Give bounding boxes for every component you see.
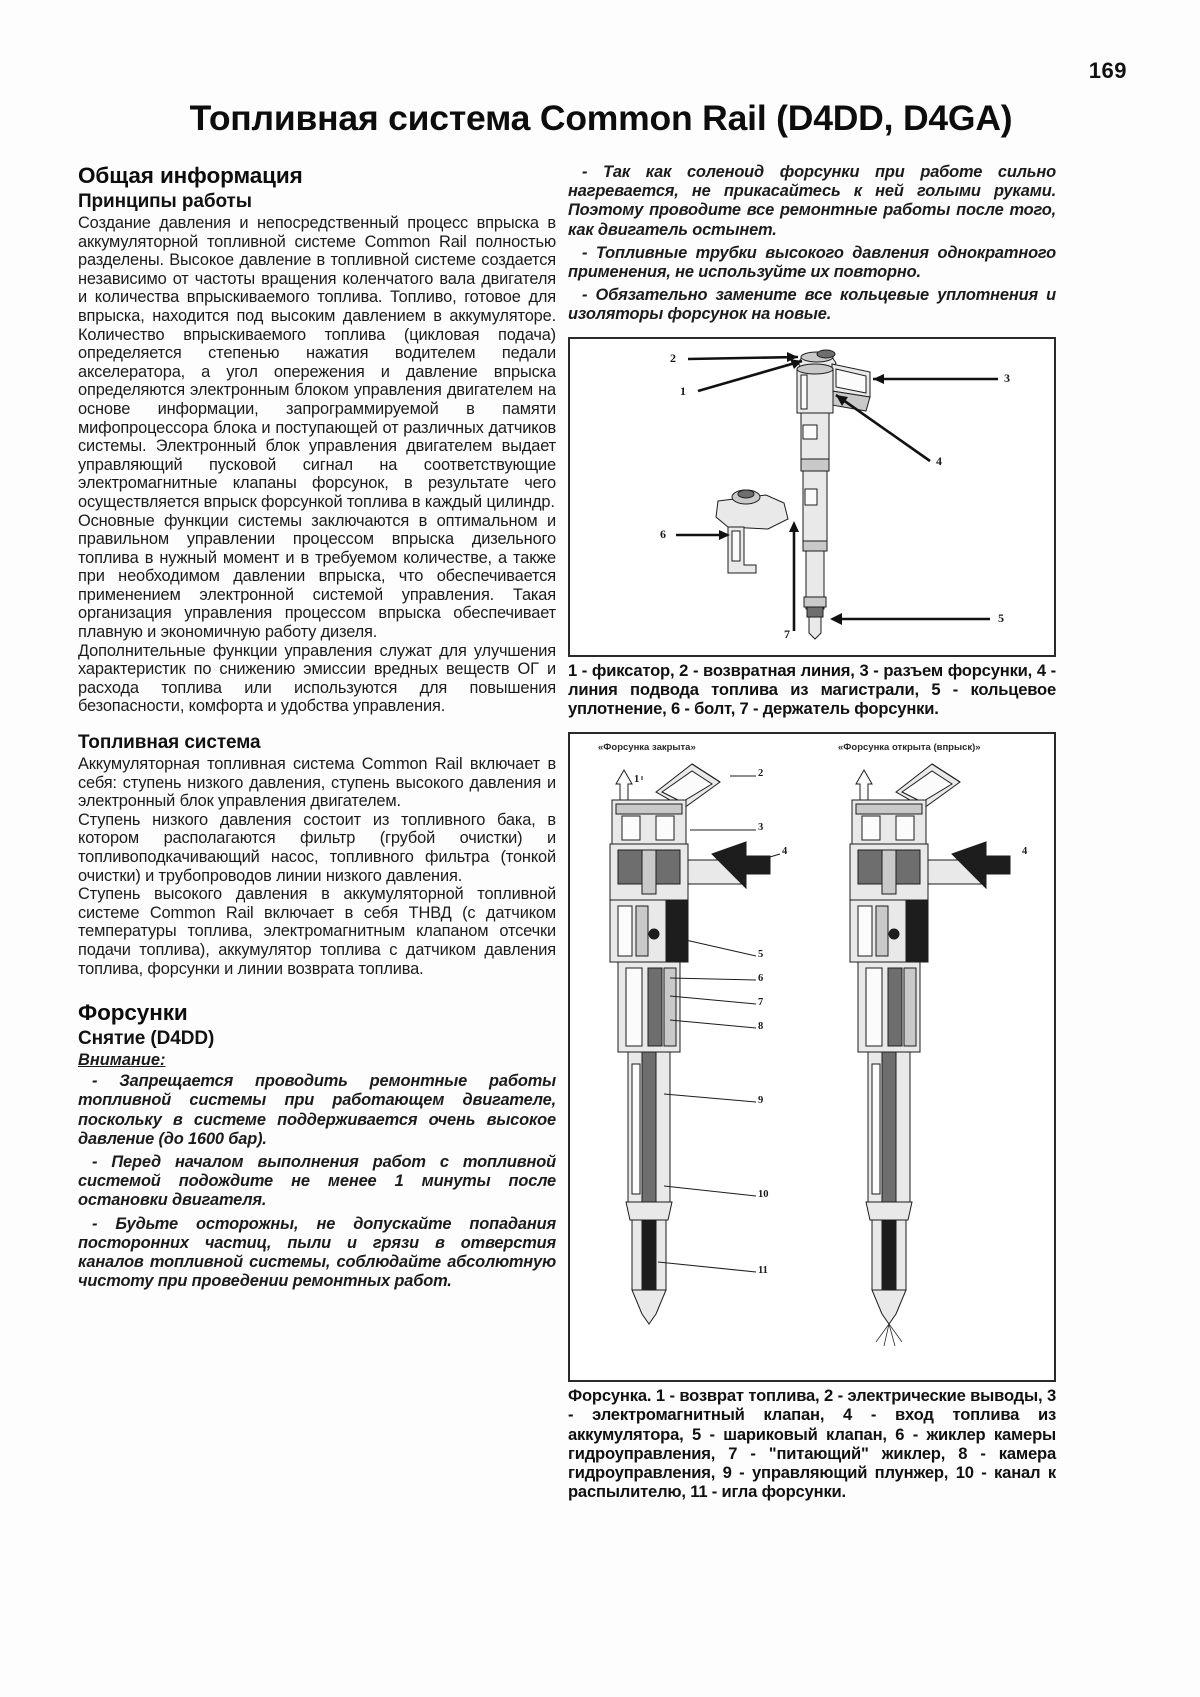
warning-item-3: - Будьте осторожны, не допускайте попадания посторонних частиц, пыли и грязи в отверстия каналов топливной системы, соблюдайте абсолютную чистоту при проведении ремонтных работ. (78, 1214, 556, 1291)
warning-item-2: - Перед началом выполнения работ с топливной системой подождите не менее 1 минуты после остановки двигателя. (78, 1152, 556, 1210)
paragraph-principles-1: Создание давления и непосредственный процесс впрыска в аккумуляторной топливной системе Common Rail полностью разделены. Высокое давление в топливной системе создается независимо от частоты вращения коленчатого вала двигателя и количества впрыскиваемого топлива. Топливо, готовое для впрыска, находится под высоким давлением в аккумуляторе. Количество впрыскиваемого топлива (цикловая подача) определяется степенью нажатия водителем педали акселератора, а угол опережения и давление впрыска определяются электронным блоком управления двигателем на основе информации, запрограммируемой в памяти мифопроцессора блока и поступающей от различных датчиков системы. Электронный блок управления двигателем выдает управляющий пусковой сигнал на соответствующие электромагнитные клапаны форсунок, в результате чего осуществляется впрыск форсункой топлива в каждый цилиндр. (78, 214, 556, 511)
figure1-callout-2: 2 (670, 350, 676, 365)
figure2-callout-11: 11 (758, 1265, 768, 1277)
subheading-principles: Принципы работы (78, 191, 252, 212)
page-title: Топливная система Common Rail (D4DD, D4GA) (189, 98, 1013, 138)
figure2-callout-3: 3 (758, 822, 764, 834)
figure2-callout-5: 5 (758, 949, 764, 961)
figure2-caption: Форсунка. 1 - возврат топлива, 2 - электрические выводы, 3 - электромагнитный клапан, 4 - вход топлива из аккумулятора, 5 - шариковый клапан, 6 - жиклер камеры гидроуправления, 7 - "питающий" жиклер, 8 - камера гидроуправления, 9 - управляющий плунжер, 10 - канал к распылителю, 11 - игла форсунки. (568, 1386, 1056, 1502)
figure2-callout-4: 4 (782, 846, 788, 858)
left-column (78, 163, 556, 1291)
figure1-callout-1: 1 (680, 383, 686, 398)
figure1-callout-5: 5 (998, 610, 1004, 625)
figure2-callout-2: 2 (758, 768, 764, 780)
figure-injector-cross-sections (568, 732, 1056, 1382)
figure-injector-exterior (568, 337, 1056, 657)
right-column (568, 163, 1056, 1501)
section-heading-injectors: Форсунки (78, 1000, 188, 1026)
right-warning-item-3: - Обязательно замените все кольцевые уплотнения и изоляторы форсунок на новые. (568, 286, 1056, 324)
right-warning-item-2: - Топливные трубки высокого давления однократного применения, не используйте их повторно. (568, 243, 1056, 282)
paragraph-principles-3: Дополнительные функции управления служат для улучшения характеристик по снижению эмиссии вредных веществ ОГ и расхода топлива или используются для повышения безопасности, комфорта и удобства управления. (78, 641, 556, 716)
figure2-callout-right-4: 4 (1022, 846, 1028, 858)
figure1-callout-6: 6 (660, 526, 666, 541)
subheading-removal: Снятие (D4DD) (78, 1028, 215, 1050)
figure2-callout-9: 9 (758, 1095, 764, 1107)
figure2-panel-label-closed: «Форсунка закрыта» (598, 742, 696, 754)
subheading-fuel-system: Топливная система (78, 732, 261, 754)
figure2-callout-6: 6 (758, 973, 764, 985)
figure1-callout-4: 4 (936, 453, 942, 468)
figure2-panel-label-open: «Форсунка открыта (впрыск)» (838, 742, 981, 754)
attention-label: Внимание: (78, 1051, 166, 1070)
warning-item-1: - Запрещается проводить ремонтные работы топливной системы при работающем двигателе, поскольку в системе поддерживается очень высокое давление (до 1600 бар). (78, 1072, 556, 1148)
figure1-callout-7: 7 (784, 626, 790, 641)
figure2-callout-8: 8 (758, 1021, 764, 1033)
paragraph-fuel-system-3: Ступень высокого давления в аккумуляторной топливной системе Common Rail включает в себя ТНВД (с датчиком температуры топлива, электромагнитным клапаном отсечки подачи топлива), аккумулятор топлива с датчиком давления топлива, форсунки и линии возврата топлива. (78, 885, 556, 978)
figure1-callout-3: 3 (1004, 370, 1010, 385)
paragraph-fuel-system-1: Аккумуляторная топливная система Common Rail включает в себя: ступень низкого давления, ступень высокого давления и электронный блок управления двигателем. (78, 755, 556, 811)
paragraph-fuel-system-2: Ступень низкого давления состоит из топливного бака, в котором располагаются фильтр (грубой очистки) и топливоподкачивающий насос, топливного фильтра (тонкой очистки) и трубопроводов линии низкого давления. (78, 810, 556, 885)
figure2-callout-10: 10 (758, 1189, 769, 1201)
figure1-drawing (570, 339, 1053, 654)
right-warning-item-1: - Так как соленоид форсунки при работе сильно нагревается, не прикасайтесь к ней голыми руками. Поэтому проводите все ремонтные работы после того, как двигатель остынет. (568, 163, 1056, 239)
figure2-callout-1: 1 (634, 774, 640, 786)
paragraph-principles-2: Основные функции системы заключаются в оптимальном и правильном управлении процессом впрыска дизельного топлива в нужный момент и в требуемом количестве, а также при необходимом давлении впрыска, что обеспечивается применением электронной системой управления. Такая организация управления процессом впрыска обеспечивает плавную и экономичную работу дизеля. (78, 511, 556, 642)
page-number: 169 (1088, 58, 1127, 83)
figure2-callout-7: 7 (758, 997, 764, 1009)
figure1-caption: 1 - фиксатор, 2 - возвратная линия, 3 - разъем форсунки, 4 - линия подвода топлива из магистрали, 5 - кольцевое уплотнение, 6 - болт, 7 - держатель форсунки. (568, 660, 1056, 719)
figure2-drawing (570, 734, 1053, 1379)
section-heading-general-info: Общая информация (78, 163, 303, 188)
